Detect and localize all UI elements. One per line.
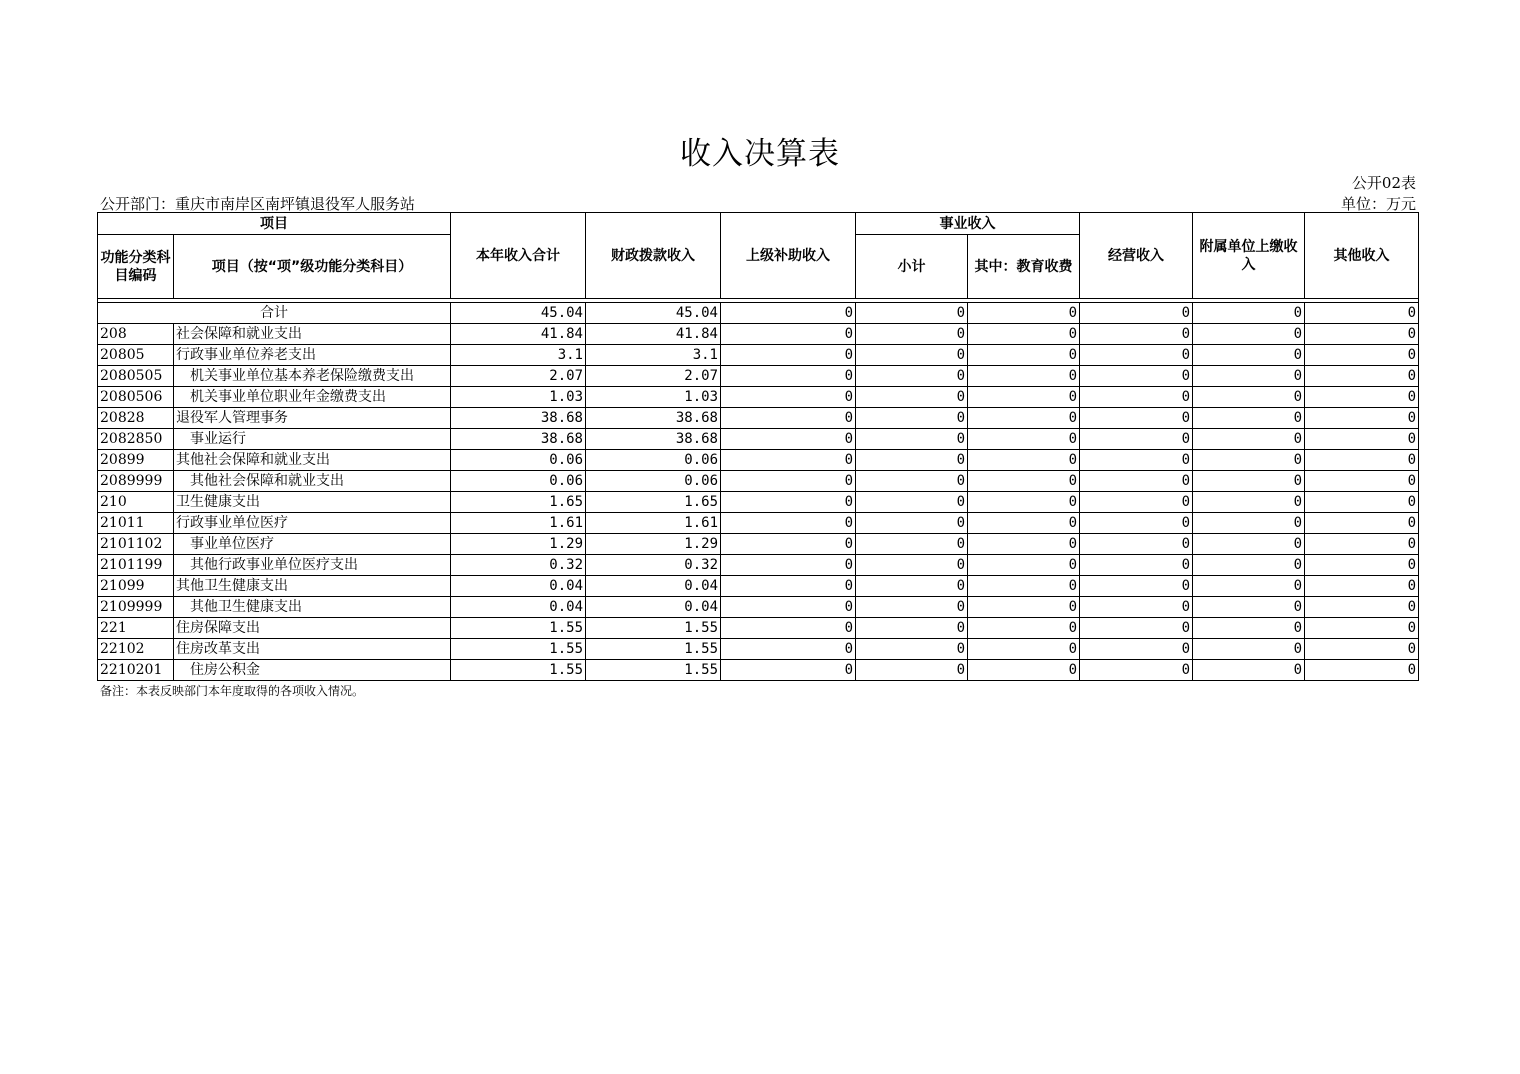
- education-cell: 0: [968, 408, 1080, 429]
- other-cell: 0: [1305, 513, 1419, 534]
- superior-cell: 0: [721, 639, 856, 660]
- affiliate-cell: 0: [1193, 639, 1305, 660]
- code-cell: 2101199: [98, 555, 174, 576]
- form-number: 公开02表: [1351, 174, 1416, 192]
- operating-cell: 0: [1080, 492, 1193, 513]
- table-row: [98, 345, 1419, 366]
- code-cell: 210: [98, 492, 174, 513]
- table-row: [98, 366, 1419, 387]
- header-business-group: 事业收入: [856, 213, 1080, 235]
- operating-cell: 0: [1080, 387, 1193, 408]
- total-cell: 2.07: [451, 366, 586, 387]
- total-cell: 3.1: [451, 345, 586, 366]
- operating-cell: 0: [1080, 429, 1193, 450]
- fiscal-cell: 1.03: [586, 387, 721, 408]
- code-cell: 22102: [98, 639, 174, 660]
- education-cell: 0: [968, 387, 1080, 408]
- superior-cell: 0: [721, 618, 856, 639]
- income-table: [97, 212, 1419, 681]
- education-cell: 0: [968, 429, 1080, 450]
- code-cell: 21011: [98, 513, 174, 534]
- affiliate-cell: 0: [1193, 534, 1305, 555]
- other-cell: 0: [1305, 324, 1419, 345]
- subtotal-cell: 0: [856, 597, 968, 618]
- table-row: [98, 471, 1419, 492]
- header-item: 项目: [98, 213, 451, 235]
- other-cell: 0: [1305, 429, 1419, 450]
- code-cell: 20805: [98, 345, 174, 366]
- fiscal-cell: 38.68: [586, 429, 721, 450]
- fiscal-cell: 0.04: [586, 576, 721, 597]
- affiliate-cell: 0: [1193, 576, 1305, 597]
- subtotal-cell: 0: [856, 345, 968, 366]
- operating-cell: 0: [1080, 408, 1193, 429]
- other-cell: 0: [1305, 534, 1419, 555]
- affiliate-cell: 0: [1193, 513, 1305, 534]
- total-label: 合计: [98, 303, 451, 324]
- other-cell: 0: [1305, 492, 1419, 513]
- table-body: [98, 303, 1419, 681]
- table-row: [98, 597, 1419, 618]
- operating-cell: 0: [1080, 576, 1193, 597]
- other-cell: 0: [1305, 618, 1419, 639]
- other-cell: 0: [1305, 660, 1419, 681]
- total-cell: 1.55: [451, 639, 586, 660]
- affiliate-cell: 0: [1193, 555, 1305, 576]
- fiscal-cell: 41.84: [586, 324, 721, 345]
- education-cell: 0: [968, 366, 1080, 387]
- total-affiliate-cell: 0: [1193, 303, 1305, 324]
- code-cell: 2080505: [98, 366, 174, 387]
- table-row: [98, 408, 1419, 429]
- code-cell: 221: [98, 618, 174, 639]
- operating-cell: 0: [1080, 450, 1193, 471]
- header-name: 项目（按“项”级功能分类科目）: [174, 235, 451, 299]
- name-cell: 机关事业单位基本养老保险缴费支出: [174, 366, 451, 387]
- superior-cell: 0: [721, 471, 856, 492]
- fiscal-cell: 0.06: [586, 450, 721, 471]
- name-cell: 社会保障和就业支出: [174, 324, 451, 345]
- fiscal-cell: 1.55: [586, 660, 721, 681]
- fiscal-cell: 1.61: [586, 513, 721, 534]
- total-subtotal-cell: 0: [856, 303, 968, 324]
- table-row: [98, 618, 1419, 639]
- name-cell: 其他卫生健康支出: [174, 576, 451, 597]
- fiscal-cell: 0.04: [586, 597, 721, 618]
- education-cell: 0: [968, 639, 1080, 660]
- superior-cell: 0: [721, 366, 856, 387]
- affiliate-cell: 0: [1193, 387, 1305, 408]
- education-cell: 0: [968, 597, 1080, 618]
- name-cell: 机关事业单位职业年金缴费支出: [174, 387, 451, 408]
- affiliate-cell: 0: [1193, 597, 1305, 618]
- superior-cell: 0: [721, 387, 856, 408]
- subtotal-cell: 0: [856, 492, 968, 513]
- name-cell: 行政事业单位医疗: [174, 513, 451, 534]
- total-other-cell: 0: [1305, 303, 1419, 324]
- table-row: [98, 639, 1419, 660]
- name-cell: 其他卫生健康支出: [174, 597, 451, 618]
- table-row: [98, 555, 1419, 576]
- total-cell: 0.06: [451, 471, 586, 492]
- footnote: 备注：本表反映部门本年度取得的各项收入情况。: [100, 684, 365, 698]
- affiliate-cell: 0: [1193, 429, 1305, 450]
- superior-cell: 0: [721, 513, 856, 534]
- table-row: [98, 660, 1419, 681]
- superior-cell: 0: [721, 576, 856, 597]
- operating-cell: 0: [1080, 471, 1193, 492]
- education-cell: 0: [968, 555, 1080, 576]
- operating-cell: 0: [1080, 555, 1193, 576]
- header-operating: 经营收入: [1080, 213, 1193, 299]
- subtotal-cell: 0: [856, 660, 968, 681]
- table-row: [98, 387, 1419, 408]
- header-code: 功能分类科目编码: [98, 235, 174, 299]
- operating-cell: 0: [1080, 618, 1193, 639]
- name-cell: 住房改革支出: [174, 639, 451, 660]
- subtotal-cell: 0: [856, 576, 968, 597]
- subtotal-cell: 0: [856, 513, 968, 534]
- name-cell: 住房公积金: [174, 660, 451, 681]
- total-education-cell: 0: [968, 303, 1080, 324]
- operating-cell: 0: [1080, 639, 1193, 660]
- other-cell: 0: [1305, 555, 1419, 576]
- code-cell: 2089999: [98, 471, 174, 492]
- education-cell: 0: [968, 345, 1080, 366]
- superior-cell: 0: [721, 324, 856, 345]
- header-affiliate: 附属单位上缴收入: [1193, 213, 1305, 299]
- code-cell: 2210201: [98, 660, 174, 681]
- table-row: [98, 324, 1419, 345]
- subtotal-cell: 0: [856, 408, 968, 429]
- page-title: 收入决算表: [680, 136, 840, 172]
- table-row: [98, 576, 1419, 597]
- total-cell: 0.04: [451, 576, 586, 597]
- other-cell: 0: [1305, 387, 1419, 408]
- affiliate-cell: 0: [1193, 366, 1305, 387]
- affiliate-cell: 0: [1193, 660, 1305, 681]
- education-cell: 0: [968, 660, 1080, 681]
- affiliate-cell: 0: [1193, 492, 1305, 513]
- code-cell: 20828: [98, 408, 174, 429]
- name-cell: 行政事业单位养老支出: [174, 345, 451, 366]
- total-row: [98, 303, 1419, 324]
- header-education: 其中：教育收费: [968, 235, 1080, 299]
- subtotal-cell: 0: [856, 534, 968, 555]
- code-cell: 208: [98, 324, 174, 345]
- total-cell: 38.68: [451, 429, 586, 450]
- education-cell: 0: [968, 471, 1080, 492]
- department-label: 公开部门：重庆市南岸区南坪镇退役军人服务站: [100, 195, 416, 213]
- operating-cell: 0: [1080, 345, 1193, 366]
- total-cell: 38.68: [451, 408, 586, 429]
- code-cell: 2101102: [98, 534, 174, 555]
- fiscal-cell: 3.1: [586, 345, 721, 366]
- table-row: [98, 534, 1419, 555]
- name-cell: 事业运行: [174, 429, 451, 450]
- education-cell: 0: [968, 513, 1080, 534]
- name-cell: 卫生健康支出: [174, 492, 451, 513]
- operating-cell: 0: [1080, 366, 1193, 387]
- education-cell: 0: [968, 324, 1080, 345]
- affiliate-cell: 0: [1193, 345, 1305, 366]
- other-cell: 0: [1305, 408, 1419, 429]
- other-cell: 0: [1305, 471, 1419, 492]
- subtotal-cell: 0: [856, 324, 968, 345]
- subtotal-cell: 0: [856, 387, 968, 408]
- affiliate-cell: 0: [1193, 324, 1305, 345]
- code-cell: 2080506: [98, 387, 174, 408]
- total-superior-cell: 0: [721, 303, 856, 324]
- table-row: [98, 513, 1419, 534]
- table-row: [98, 450, 1419, 471]
- fiscal-cell: 1.65: [586, 492, 721, 513]
- code-cell: 21099: [98, 576, 174, 597]
- total-cell: 0.06: [451, 450, 586, 471]
- total-cell: 0.04: [451, 597, 586, 618]
- operating-cell: 0: [1080, 513, 1193, 534]
- other-cell: 0: [1305, 366, 1419, 387]
- total-cell: 1.03: [451, 387, 586, 408]
- header-superior: 上级补助收入: [721, 213, 856, 299]
- education-cell: 0: [968, 576, 1080, 597]
- superior-cell: 0: [721, 345, 856, 366]
- table-row: [98, 492, 1419, 513]
- subtotal-cell: 0: [856, 639, 968, 660]
- superior-cell: 0: [721, 555, 856, 576]
- affiliate-cell: 0: [1193, 450, 1305, 471]
- total-cell: 1.29: [451, 534, 586, 555]
- operating-cell: 0: [1080, 597, 1193, 618]
- subtotal-cell: 0: [856, 450, 968, 471]
- subtotal-cell: 0: [856, 366, 968, 387]
- subtotal-cell: 0: [856, 555, 968, 576]
- other-cell: 0: [1305, 345, 1419, 366]
- other-cell: 0: [1305, 639, 1419, 660]
- name-cell: 事业单位医疗: [174, 534, 451, 555]
- education-cell: 0: [968, 450, 1080, 471]
- header-subtotal: 小计: [856, 235, 968, 299]
- total-cell: 41.84: [451, 324, 586, 345]
- superior-cell: 0: [721, 597, 856, 618]
- fiscal-cell: 0.32: [586, 555, 721, 576]
- name-cell: 退役军人管理事务: [174, 408, 451, 429]
- fiscal-cell: 2.07: [586, 366, 721, 387]
- other-cell: 0: [1305, 450, 1419, 471]
- superior-cell: 0: [721, 660, 856, 681]
- affiliate-cell: 0: [1193, 408, 1305, 429]
- name-cell: 其他社会保障和就业支出: [174, 471, 451, 492]
- operating-cell: 0: [1080, 660, 1193, 681]
- operating-cell: 0: [1080, 534, 1193, 555]
- education-cell: 0: [968, 492, 1080, 513]
- total-cell: 1.61: [451, 513, 586, 534]
- total-total-cell: 45.04: [451, 303, 586, 324]
- superior-cell: 0: [721, 492, 856, 513]
- header-total: 本年收入合计: [451, 213, 586, 299]
- affiliate-cell: 0: [1193, 471, 1305, 492]
- affiliate-cell: 0: [1193, 618, 1305, 639]
- total-cell: 0.32: [451, 555, 586, 576]
- total-fiscal-cell: 45.04: [586, 303, 721, 324]
- other-cell: 0: [1305, 576, 1419, 597]
- operating-cell: 0: [1080, 324, 1193, 345]
- other-cell: 0: [1305, 597, 1419, 618]
- superior-cell: 0: [721, 534, 856, 555]
- superior-cell: 0: [721, 450, 856, 471]
- code-cell: 20899: [98, 450, 174, 471]
- education-cell: 0: [968, 534, 1080, 555]
- name-cell: 住房保障支出: [174, 618, 451, 639]
- fiscal-cell: 1.55: [586, 618, 721, 639]
- superior-cell: 0: [721, 429, 856, 450]
- unit-label: 单位：万元: [1340, 195, 1416, 213]
- name-cell: 其他社会保障和就业支出: [174, 450, 451, 471]
- education-cell: 0: [968, 618, 1080, 639]
- total-cell: 1.55: [451, 660, 586, 681]
- table-row: [98, 429, 1419, 450]
- fiscal-cell: 0.06: [586, 471, 721, 492]
- fiscal-cell: 1.55: [586, 639, 721, 660]
- name-cell: 其他行政事业单位医疗支出: [174, 555, 451, 576]
- code-cell: 2082850: [98, 429, 174, 450]
- code-cell: 2109999: [98, 597, 174, 618]
- header-other: 其他收入: [1305, 213, 1419, 299]
- subtotal-cell: 0: [856, 471, 968, 492]
- total-operating-cell: 0: [1080, 303, 1193, 324]
- header-fiscal: 财政拨款收入: [586, 213, 721, 299]
- subtotal-cell: 0: [856, 429, 968, 450]
- total-cell: 1.55: [451, 618, 586, 639]
- total-cell: 1.65: [451, 492, 586, 513]
- fiscal-cell: 1.29: [586, 534, 721, 555]
- subtotal-cell: 0: [856, 618, 968, 639]
- superior-cell: 0: [721, 408, 856, 429]
- fiscal-cell: 38.68: [586, 408, 721, 429]
